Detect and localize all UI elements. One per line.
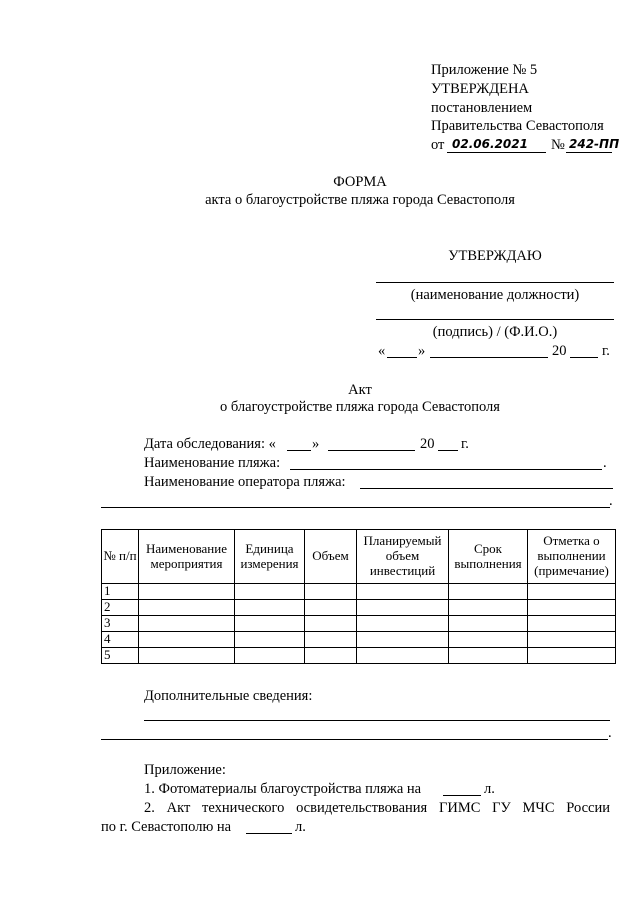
cell [139, 600, 235, 616]
cell [449, 616, 528, 632]
operator-line [360, 488, 613, 489]
cell [528, 584, 616, 600]
date-prefix: от [431, 137, 445, 153]
header-volume: Объем [305, 530, 357, 584]
cell [357, 600, 449, 616]
beach-name-line [290, 469, 602, 470]
cell [449, 584, 528, 600]
form-subtitle: акта о благоустройстве пляжа города Севастополя [205, 192, 515, 208]
cell [357, 632, 449, 648]
row-number: 3 [102, 616, 139, 632]
act-subtitle: о благоустройстве пляжа города Севастополя [220, 399, 500, 415]
cell [235, 616, 305, 632]
row-number: 5 [102, 648, 139, 664]
cell [139, 616, 235, 632]
number-prefix: № [551, 137, 565, 153]
header-completion-note: Отметка о выполнении (примечание) [528, 530, 616, 584]
cell [305, 584, 357, 600]
additional-info-label: Дополнительные сведения: [144, 688, 313, 704]
header-number: № п/п [102, 530, 139, 584]
approved-caption: УТВЕРЖДЕНА [431, 81, 529, 97]
decree-date-line [447, 152, 546, 153]
approval-year-line [570, 357, 598, 358]
operator-line-2 [101, 507, 610, 508]
position-line [376, 282, 614, 283]
approval-year-prefix: 20 [552, 343, 567, 359]
beach-name-label: Наименование пляжа: [144, 455, 281, 471]
approval-day-line [387, 357, 417, 358]
cell [139, 584, 235, 600]
header-deadline: Срок выполнения [449, 530, 528, 584]
act-title: Акт [348, 382, 372, 398]
cell [235, 600, 305, 616]
cell [357, 616, 449, 632]
cell [139, 632, 235, 648]
approval-date-open: « [378, 343, 386, 359]
header-investment: Планируемый объем инвестиций [357, 530, 449, 584]
row-number: 1 [102, 584, 139, 600]
cell [305, 648, 357, 664]
cell [528, 632, 616, 648]
attachment-1-pages-line [443, 795, 481, 796]
attachment-2-line-1 [144, 801, 610, 816]
cell [139, 648, 235, 664]
additional-info-period: . [608, 725, 612, 741]
inspection-date-close: » [312, 436, 320, 452]
additional-info-line-1 [144, 720, 610, 721]
operator-label: Наименование оператора пляжа: [144, 474, 346, 490]
approval-month-line [430, 357, 548, 358]
row-number: 4 [102, 632, 139, 648]
beach-name-period: . [603, 455, 607, 471]
attachment-2-line-2: по г. Севастополю на [101, 819, 232, 835]
cell [449, 648, 528, 664]
decree-number: 242-ПП [569, 137, 620, 151]
attachments-label: Приложение: [144, 762, 226, 778]
additional-info-line-2 [101, 739, 608, 740]
inspection-year-suffix: г. [461, 436, 469, 452]
cell [305, 616, 357, 632]
attachment-2-suffix: л. [295, 819, 306, 835]
header-measure: Наименование мероприятия [139, 530, 235, 584]
attachment-1-suffix: л. [484, 781, 495, 797]
cell [528, 648, 616, 664]
table-header-row [102, 530, 616, 584]
decree-number-line [566, 152, 612, 153]
appendix-number: Приложение № 5 [431, 62, 538, 78]
inspection-day-line [287, 450, 311, 451]
attachment-1-text: 1. Фотоматериалы благоустройства пляжа на [144, 781, 422, 797]
inspection-month-line [328, 450, 415, 451]
approval-date-close: » [418, 343, 426, 359]
inspection-year-prefix: 20 [420, 436, 435, 452]
position-caption: (наименование должности) [410, 287, 580, 303]
cell [528, 616, 616, 632]
attachment-2-line-1-text: 2. Акт технического освидетельствования ГИМС ГУ МЧС России [144, 800, 610, 816]
cell [235, 632, 305, 648]
measures-table [101, 529, 616, 664]
cell [235, 648, 305, 664]
table-row [102, 600, 616, 616]
cell [235, 584, 305, 600]
decree-date: 02.06.2021 [452, 137, 528, 151]
row-number: 2 [102, 600, 139, 616]
inspection-year-line [438, 450, 458, 451]
cell [449, 600, 528, 616]
table-row [102, 632, 616, 648]
approve-heading: УТВЕРЖДАЮ [448, 248, 542, 264]
approval-year-suffix: г. [602, 343, 610, 359]
cell [357, 584, 449, 600]
signature-caption: (подпись) / (Ф.И.О.) [432, 324, 558, 340]
header-unit: Единица измерения [235, 530, 305, 584]
government-caption: Правительства Севастополя [431, 118, 604, 134]
table-row [102, 648, 616, 664]
table-row [102, 616, 616, 632]
table-row [102, 584, 616, 600]
cell [357, 648, 449, 664]
cell [305, 600, 357, 616]
signature-line [376, 319, 614, 320]
operator-period: . [609, 493, 613, 509]
cell [449, 632, 528, 648]
attachment-2-pages-line [246, 833, 292, 834]
inspection-date-label: Дата обследования: « [144, 436, 276, 452]
cell [528, 600, 616, 616]
cell [305, 632, 357, 648]
decree-caption: постановлением [431, 100, 533, 116]
form-title: ФОРМА [333, 174, 387, 190]
